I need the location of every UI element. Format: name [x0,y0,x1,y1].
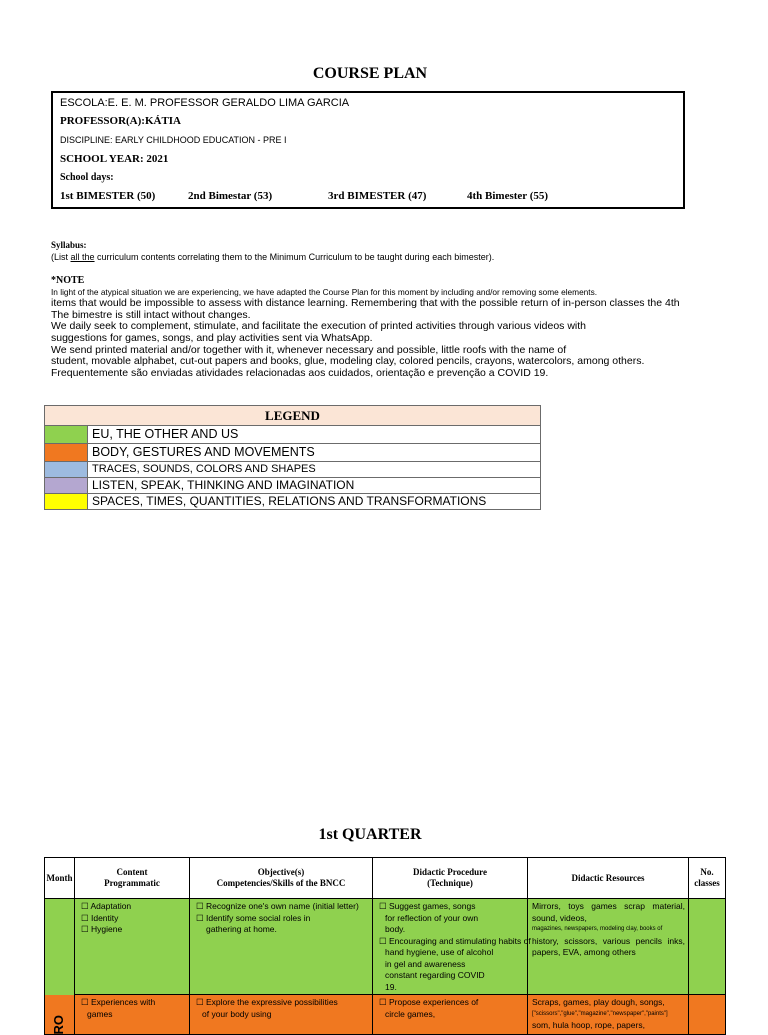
bimester-1: 1st BIMESTER (50) [60,190,156,202]
objectives-cell: ☐ Recognize one's own name (initial letter) ☐ Identify some social roles in gathering at home. [190,899,373,995]
content-cell: ☐ Experiences with games [75,995,190,1035]
page-title: COURSE PLAN [312,65,428,82]
classes-cell [689,995,726,1035]
header-procedure: Didactic Procedure (Technique) [373,858,528,899]
month-cell [45,899,75,1035]
procedure-cell: ☐ Propose experiences of circle games, [373,995,528,1035]
syllabus-section [51,240,701,264]
content-cell: ☐ Adaptation ☐ Identity ☐ Hygiene [75,899,190,995]
legend-swatch [45,494,88,510]
legend-swatch [45,478,88,494]
legend-label: SPACES, TIMES, QUANTITIES, RELATIONS AND TRANSFORMATIONS [88,494,541,510]
header-objectives: Objective(s) Competencies/Skills of the BNCC [190,858,373,899]
legend-swatch [45,444,88,462]
header-resources: Didactic Resources [528,858,689,899]
quarter-title: 1st QUARTER [318,826,422,843]
school-year: SCHOOL YEAR: 2021 [60,153,169,165]
note-line: We send printed material and/or together with it, whenever necessary and possible, little roofs with the name of [51,343,567,356]
note-line: Frequentemente são enviadas atividades relacionadas aos cuidados, orientação e prevenção a COVID 19. [51,366,549,379]
course-plan-table [44,857,726,1035]
bimester-3: 3rd BIMESTER (47) [328,190,427,202]
header-content: Content Programmatic [75,858,190,899]
school-info-box [51,91,685,209]
month-label: RO [51,1014,66,1034]
legend-label: EU, THE OTHER AND US [88,426,541,444]
procedure-cell: ☐ Suggest games, songs for reflection of your own body. ☐ Encouraging and stimulating habits of hand hygiene, use of alcohol in gel and awareness constant regarding COVID 19. [373,899,528,995]
bimester-4: 4th Bimester (55) [467,190,549,202]
school-days-label: School days: [60,172,114,183]
note-first-line: In light of the atypical situation we are experiencing, we have adapted the Course Plan for this moment by including and/or removing some elements. [51,286,598,297]
discipline: DISCIPLINE: EARLY CHILDHOOD EDUCATION - PRE I [60,135,287,145]
note-line: items that would be impossible to assess with distance learning. Remembering that with the possible return of in-person classes the 4th [51,297,680,310]
legend-swatch [45,426,88,444]
classes-cell [689,899,726,995]
syllabus-text: (List all the curriculum contents correlating them to the Minimum Curriculum to be taught during each bimester). [51,251,495,262]
header-month: Month [45,858,75,899]
objectives-cell: ☐ Explore the expressive possibilities of your body using [190,995,373,1035]
table-row [45,995,726,1035]
legend-label: TRACES, SOUNDS, COLORS AND SHAPES [88,462,541,478]
note-line: student, movable alphabet, cut-out papers and books, glue, modeling clay, colored pencils, crayons, watercolors, among others. [51,355,645,368]
note-label: *NOTE [51,275,85,286]
resources-cell: Mirrors, toys games scrap material, sound, videos, magazines, newspapers, modeling clay, books of history, scissors, various pencils inks, papers, EVA, among others [528,899,689,995]
header-classes: No. classes [689,858,726,899]
legend-label: BODY, GESTURES AND MOVEMENTS [88,444,541,462]
note-line: We daily seek to complement, stimulate, and facilitate the execution of printed activities through various videos with [51,320,586,333]
legend-swatch [45,462,88,478]
legend-title: LEGEND [45,406,541,426]
note-line: The bimestre is still intact without changes. [51,308,251,321]
syllabus-label: Syllabus: [51,240,87,250]
bimester-2: 2nd Bimestar (53) [188,190,273,202]
note-line: suggestions for games, songs, and play activities sent via WhatsApp. [51,331,373,344]
legend-table [44,405,541,510]
table-row [45,899,726,995]
note-section [51,275,701,379]
professor-name: PROFESSOR(A):KÁTIA [60,115,182,127]
school-name: ESCOLA:E. E. M. PROFESSOR GERALDO LIMA GARCIA [60,97,350,109]
resources-cell: Scraps, games, play dough, songs, ["scissors","glue","magazine","newspaper","paints"] som, hula hoop, rope, papers, [528,995,689,1035]
legend-label: LISTEN, SPEAK, THINKING AND IMAGINATION [88,478,541,494]
